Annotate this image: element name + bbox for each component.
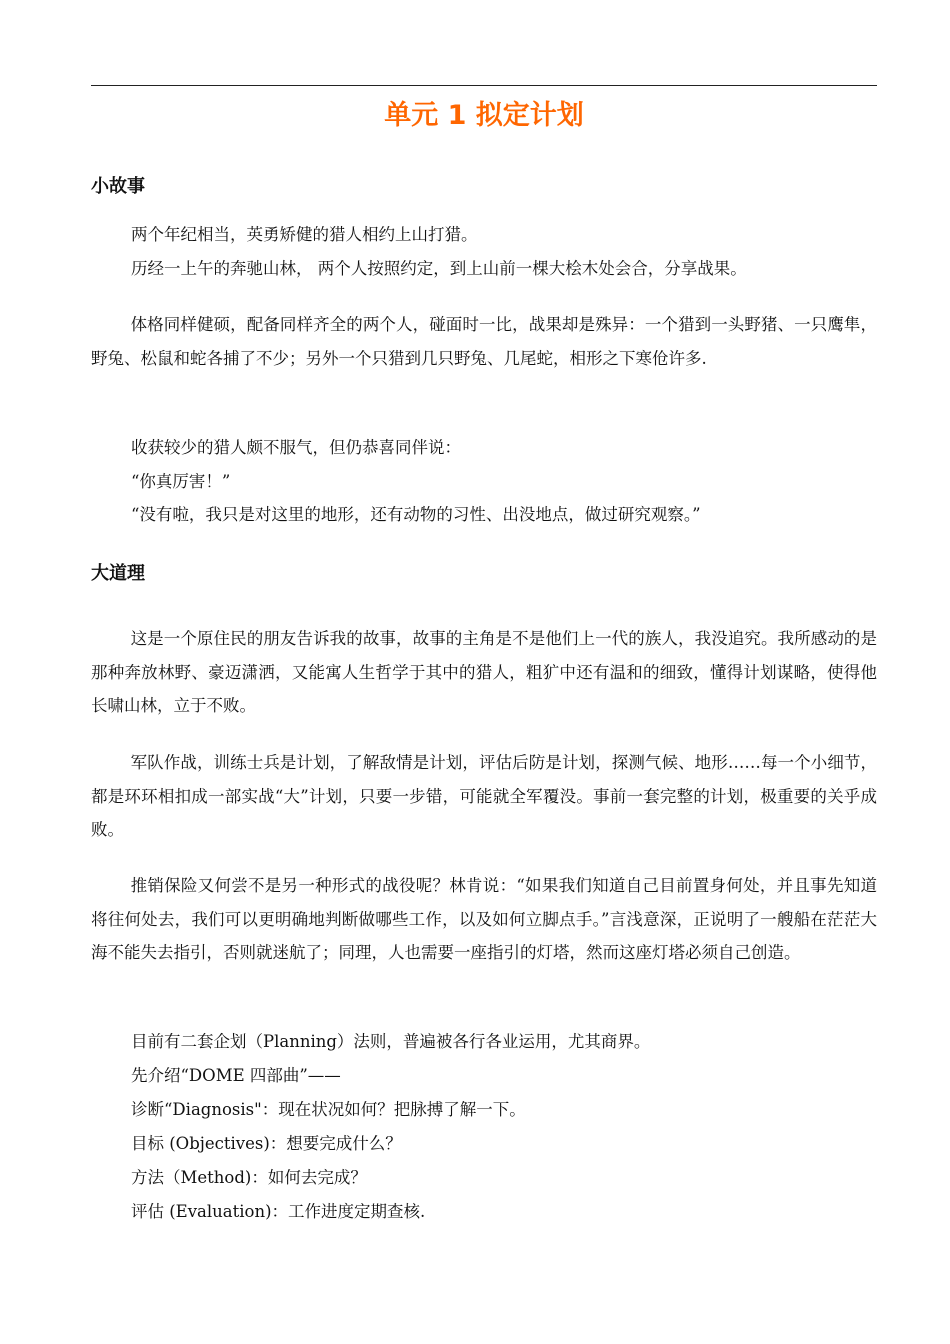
story-line-1: 两个年纪相当，英勇矫健的猎人相约上山打猎。 bbox=[131, 225, 478, 244]
story-paragraph-text: 体格同样健硕，配备同样齐全的两个人，碰面时一比，战果却是殊异：一个猎到一头野猪、一只鹰隼，野兔、松鼠和蛇各捕了不少；另外一个只猎到几只野兔、几尾蛇，相形之下寒伧许多. bbox=[91, 315, 877, 368]
page-title: 单元 1 拟定计划 bbox=[384, 100, 584, 131]
dome-intro-line-1: 目前有二套企划（Planning）法则，普遍被各行各业运用，尤其商界。 bbox=[131, 1032, 651, 1051]
dome-item-objectives: 目标 (Objectives)：想要完成什么？ bbox=[131, 1134, 402, 1153]
dialogue-line-3: “没有啦，我只是对这里的地形，还有动物的习性、出没地点，做过研究观察。” bbox=[131, 505, 701, 524]
story-line-2: 历经一上午的奔驰山林， 两个人按照约定，到上山前一棵大桧木处会合，分享战果。 bbox=[131, 259, 747, 278]
principle-paragraph-2-text: 军队作战，训练士兵是计划，了解敌情是计划，评估后防是计划，探测气候、地形……每一个小细节，都是环环相扣成一部实战“大”计划，只要一步错，可能就全军覆没。事前一套完整的计划，极重要的关乎成败。 bbox=[91, 753, 877, 840]
section-heading-story: 小故事 bbox=[91, 176, 145, 197]
principle-paragraph-3-text: 推销保险又何尝不是另一种形式的战役呢？林肯说：“如果我们知道自己目前置身何处，并且事先知道将往何处去，我们可以更明确地判断做哪些工作，以及如何立脚点手。”言浅意深，正说明了一艘船在茫茫大海不能失去指引，否则就迷航了；同理，人也需要一座指引的灯塔，然而这座灯塔必须自己创造。 bbox=[91, 876, 877, 963]
dome-item-diagnosis: 诊断“Diagnosis"：现在状况如何？把脉搏了解一下。 bbox=[131, 1100, 526, 1119]
section-heading-principle: 大道理 bbox=[91, 563, 145, 584]
dialogue-line-2: “你真厉害！” bbox=[131, 472, 231, 491]
dome-intro-line-2: 先介绍“DOME 四部曲”—— bbox=[131, 1066, 341, 1085]
dialogue-line-1: 收获较少的猎人颇不服气，但仍恭喜同伴说： bbox=[131, 438, 461, 457]
principle-paragraph-1 bbox=[91, 622, 877, 723]
story-paragraph bbox=[91, 308, 877, 375]
dome-item-evaluation: 评估 (Evaluation)：工作进度定期查核. bbox=[131, 1202, 426, 1221]
principle-paragraph-3 bbox=[91, 869, 877, 970]
principle-paragraph-1-text: 这是一个原住民的朋友告诉我的故事，故事的主角是不是他们上一代的族人，我没追究。我所感动的是那种奔放林野、豪迈潇洒，又能寓人生哲学于其中的猎人，粗犷中还有温和的细致，懂得计划谋略，使得他长啸山林，立于不败。 bbox=[91, 629, 877, 716]
dome-item-method: 方法（Method)：如何去完成？ bbox=[131, 1168, 367, 1187]
header-rule bbox=[91, 85, 877, 86]
principle-paragraph-2 bbox=[91, 746, 877, 847]
